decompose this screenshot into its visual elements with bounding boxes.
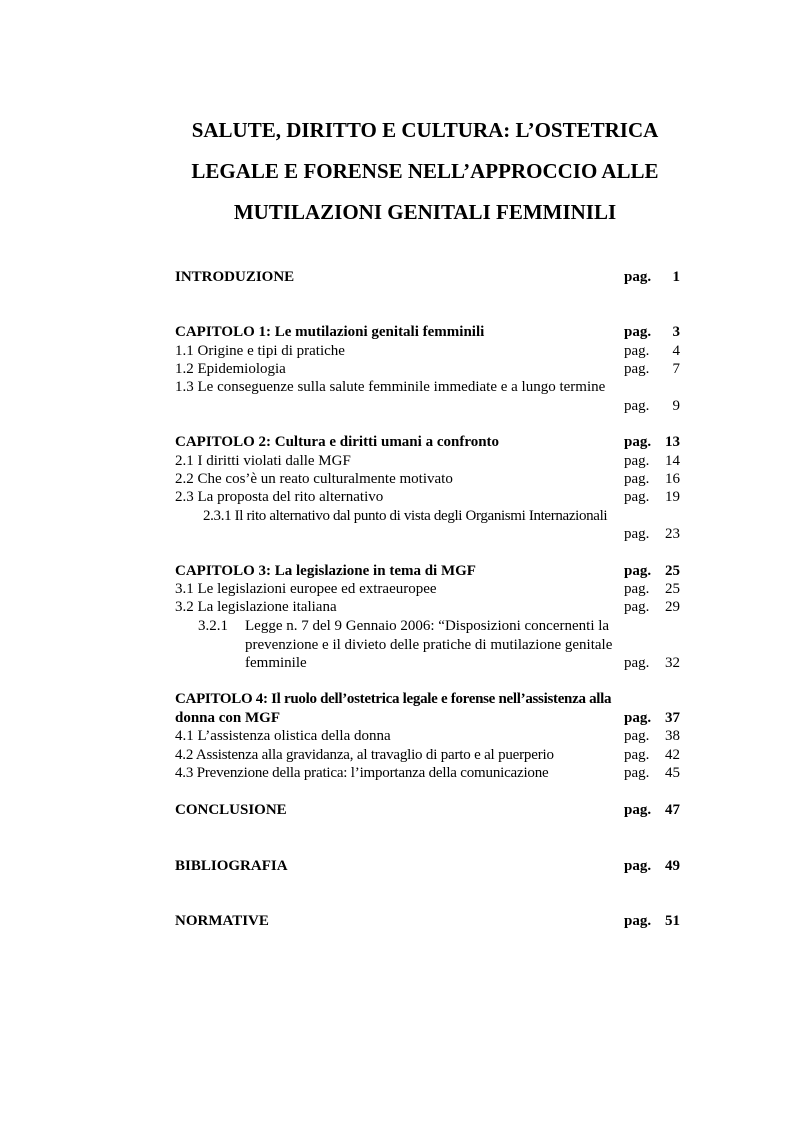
toc-label: femminile xyxy=(245,655,307,671)
toc-entry-4-2 xyxy=(175,746,680,765)
toc-pag: pag. xyxy=(624,324,652,340)
toc-entry-capitolo-1 xyxy=(175,323,680,342)
toc-page-number: 47 xyxy=(665,802,680,818)
toc-pag: pag. xyxy=(624,747,650,763)
toc-page-number: 29 xyxy=(665,599,680,615)
toc-page-number: 45 xyxy=(665,765,680,781)
toc-entry-2-1 xyxy=(175,452,680,471)
toc-label: CAPITOLO 2: Cultura e diritti umani a confronto xyxy=(175,434,500,450)
toc-entry-conclusione xyxy=(175,801,680,820)
toc-entry-4-3 xyxy=(175,764,680,783)
toc-entry-capitolo-2 xyxy=(175,433,680,452)
toc-page-number: 51 xyxy=(665,913,680,929)
toc-pag: pag. xyxy=(624,434,652,450)
toc-entry-2-3 xyxy=(175,488,680,507)
toc-label: 1.2 Epidemiologia xyxy=(175,361,286,377)
toc-label: 4.3 Prevenzione della pratica: l’importanza della comunicazione xyxy=(175,765,549,781)
toc-label: NORMATIVE xyxy=(175,913,269,929)
toc-pag: pag. xyxy=(624,802,652,818)
toc-pag: pag. xyxy=(624,361,650,377)
toc-page-number: 19 xyxy=(665,489,680,505)
toc-entry-3-2-1 xyxy=(175,617,680,636)
toc-pag: pag. xyxy=(624,765,650,781)
toc-label: 4.1 L’assistenza olistica della donna xyxy=(175,728,391,744)
toc-pag: pag. xyxy=(624,581,650,597)
toc-page-number: 7 xyxy=(672,361,680,377)
toc-label: prevenzione e il divieto delle pratiche di mutilazione genitale xyxy=(245,637,613,653)
toc-page-number: 4 xyxy=(672,343,680,359)
toc-entry-2-3-1-page xyxy=(175,525,680,544)
toc-entry-capitolo-4-line-2 xyxy=(175,709,680,728)
toc-label: CONCLUSIONE xyxy=(175,802,287,818)
toc-pag: pag. xyxy=(624,599,650,615)
toc-entry-3-2-1-line-2 xyxy=(175,636,680,655)
toc-label: 3.1 Le legislazioni europee ed extraeuropee xyxy=(175,581,437,597)
toc-page-number: 13 xyxy=(665,434,680,450)
toc-page-number: 23 xyxy=(665,526,680,542)
toc-pag: pag. xyxy=(624,728,650,744)
toc-pag: pag. xyxy=(624,526,650,542)
toc-label: INTRODUZIONE xyxy=(175,269,295,285)
toc-page-number: 25 xyxy=(665,563,680,579)
toc-pag: pag. xyxy=(624,563,652,579)
toc-pag: pag. xyxy=(624,471,650,487)
toc-label: 3.2 La legislazione italiana xyxy=(175,599,337,615)
toc-section-number: 3.2.1 xyxy=(198,618,228,634)
toc-entry-3-1 xyxy=(175,580,680,599)
toc-label: donna con MGF xyxy=(175,710,281,726)
toc-pag: pag. xyxy=(624,398,650,414)
toc-page-number: 14 xyxy=(665,453,680,469)
toc-entry-1-1 xyxy=(175,342,680,361)
toc-entry-4-1 xyxy=(175,727,680,746)
toc-label: 1.1 Origine e tipi di pratiche xyxy=(175,343,345,359)
toc-entry-normative xyxy=(175,912,680,931)
toc-label: CAPITOLO 3: La legislazione in tema di MGF xyxy=(175,563,476,579)
toc-label: 2.3.1 Il rito alternativo dal punto di vista degli Organismi Internazionali xyxy=(203,508,608,524)
toc-page-number: 38 xyxy=(665,728,680,744)
toc-entry-3-2-1-line-3 xyxy=(175,654,680,673)
toc-entry-1-3-page xyxy=(175,397,680,416)
toc-label: CAPITOLO 4: Il ruolo dell’ostetrica legale e forense nell’assistenza alla xyxy=(175,691,612,707)
toc-page-number: 1 xyxy=(672,269,680,285)
toc-label: 2.3 La proposta del rito alternativo xyxy=(175,489,384,505)
toc-entry-1-3 xyxy=(175,378,680,397)
toc-entry-introduzione xyxy=(175,268,680,287)
toc-pag: pag. xyxy=(624,343,650,359)
toc-label: Legge n. 7 del 9 Gennaio 2006: “Disposizioni concernenti la xyxy=(245,618,610,634)
toc-page-number: 49 xyxy=(665,858,680,874)
toc-entry-2-3-1 xyxy=(175,507,680,526)
toc-pag: pag. xyxy=(624,489,650,505)
toc-page-number: 3 xyxy=(672,324,680,340)
toc-label: BIBLIOGRAFIA xyxy=(175,858,288,874)
toc-page-number: 16 xyxy=(665,471,680,487)
toc-entry-capitolo-3 xyxy=(175,562,680,581)
toc-pag: pag. xyxy=(624,655,650,671)
toc-entry-bibliografia xyxy=(175,857,680,876)
toc-entry-3-2 xyxy=(175,598,680,617)
toc-pag: pag. xyxy=(624,913,652,929)
toc-pag: pag. xyxy=(624,710,652,726)
title-line-2: LEGALE E FORENSE NELL’APPROCCIO ALLE xyxy=(191,159,659,183)
toc-pag: pag. xyxy=(624,858,652,874)
toc-entry-1-2 xyxy=(175,360,680,379)
toc-label: 2.2 Che cos’è un reato culturalmente motivato xyxy=(175,471,453,487)
title-line-1: SALUTE, DIRITTO E CULTURA: L’OSTETRICA xyxy=(191,118,659,142)
toc-label: 1.3 Le conseguenze sulla salute femminile immediate e a lungo termine xyxy=(175,379,606,395)
toc-entry-capitolo-4 xyxy=(175,690,680,709)
toc-pag: pag. xyxy=(624,453,650,469)
toc-label: 2.1 I diritti violati dalle MGF xyxy=(175,453,351,469)
toc-page-number: 37 xyxy=(665,710,680,726)
toc-pag: pag. xyxy=(624,269,652,285)
toc-page-number: 25 xyxy=(665,581,680,597)
toc-label: CAPITOLO 1: Le mutilazioni genitali femminili xyxy=(175,324,485,340)
toc-page-number: 9 xyxy=(672,398,680,414)
toc-page-number: 42 xyxy=(665,747,680,763)
toc-label: 4.2 Assistenza alla gravidanza, al travaglio di parto e al puerperio xyxy=(175,747,554,763)
toc-page-number: 32 xyxy=(665,655,680,671)
toc-entry-2-2 xyxy=(175,470,680,489)
title-line-3: MUTILAZIONI GENITALI FEMMINILI xyxy=(233,200,617,224)
